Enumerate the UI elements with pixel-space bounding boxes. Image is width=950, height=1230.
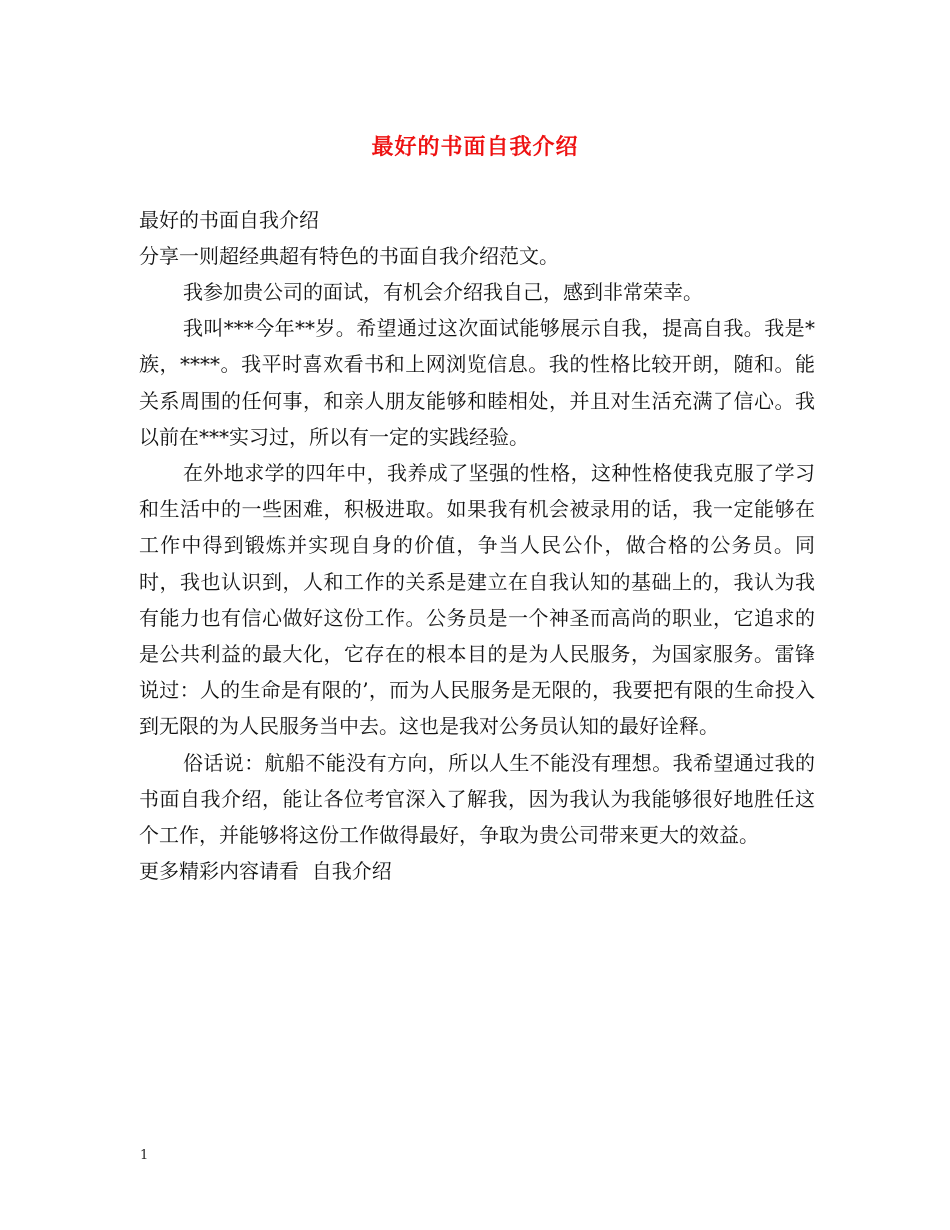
heading-line: 最好的书面自我介绍 xyxy=(139,208,319,232)
paragraph: 我叫***今年**岁。希望通过这次面试能够展示自我，提高自我。我是*族，****。我平时喜欢看书和上网浏览信息。我的性格比较开朗，随和。能关系周围的任何事，和亲人朋友能够和睦相处，并且对生活充满了信心。我以前在***实习过，所以有一定的实践经验。 xyxy=(139,316,815,449)
footer-link-line[interactable]: 更多精彩内容请看 自我介绍 xyxy=(139,859,392,884)
paragraph: 俗话说：航船不能没有方向，所以人生不能没有理想。我希望通过我的书面自我介绍，能让各位考官深入了解我，因为我认为我能够很好地胜任这个工作，并能够将这份工作做得最好，争取为贵公司带来更大的效益。 xyxy=(139,750,815,848)
paragraph: 在外地求学的四年中，我养成了坚强的性格，这种性格使我克服了学习和生活中的一些困难，积极进取。如果我有机会被录用的话，我一定能够在工作中得到锻炼并实现自身的价值，争当人民公仆，做合格的公务员。同时，我也认识到，人和工作的关系是建立在自我认知的基础上的，我认为我有能力也有信心做好这份工作。公务员是一个神圣而高尚的职业，它追求的是公共利益的最大化，它存在的根本目的是为人民服务，为国家服务。雷锋说过：人的生命是有限的’，而为人民服务是无限的，我要把有限的生命投入到无限的为人民服务当中去。这也是我对公务员认知的最好诠释。 xyxy=(139,461,815,739)
document-body xyxy=(139,202,815,889)
paragraph: 我参加贵公司的面试，有机会介绍我自己，感到非常荣幸。 xyxy=(183,280,703,304)
intro-line: 分享一则超经典超有特色的书面自我介绍范文。 xyxy=(139,244,559,268)
document-title: 最好的书面自我介绍 xyxy=(371,135,579,160)
page-number: 1 xyxy=(140,1148,149,1163)
